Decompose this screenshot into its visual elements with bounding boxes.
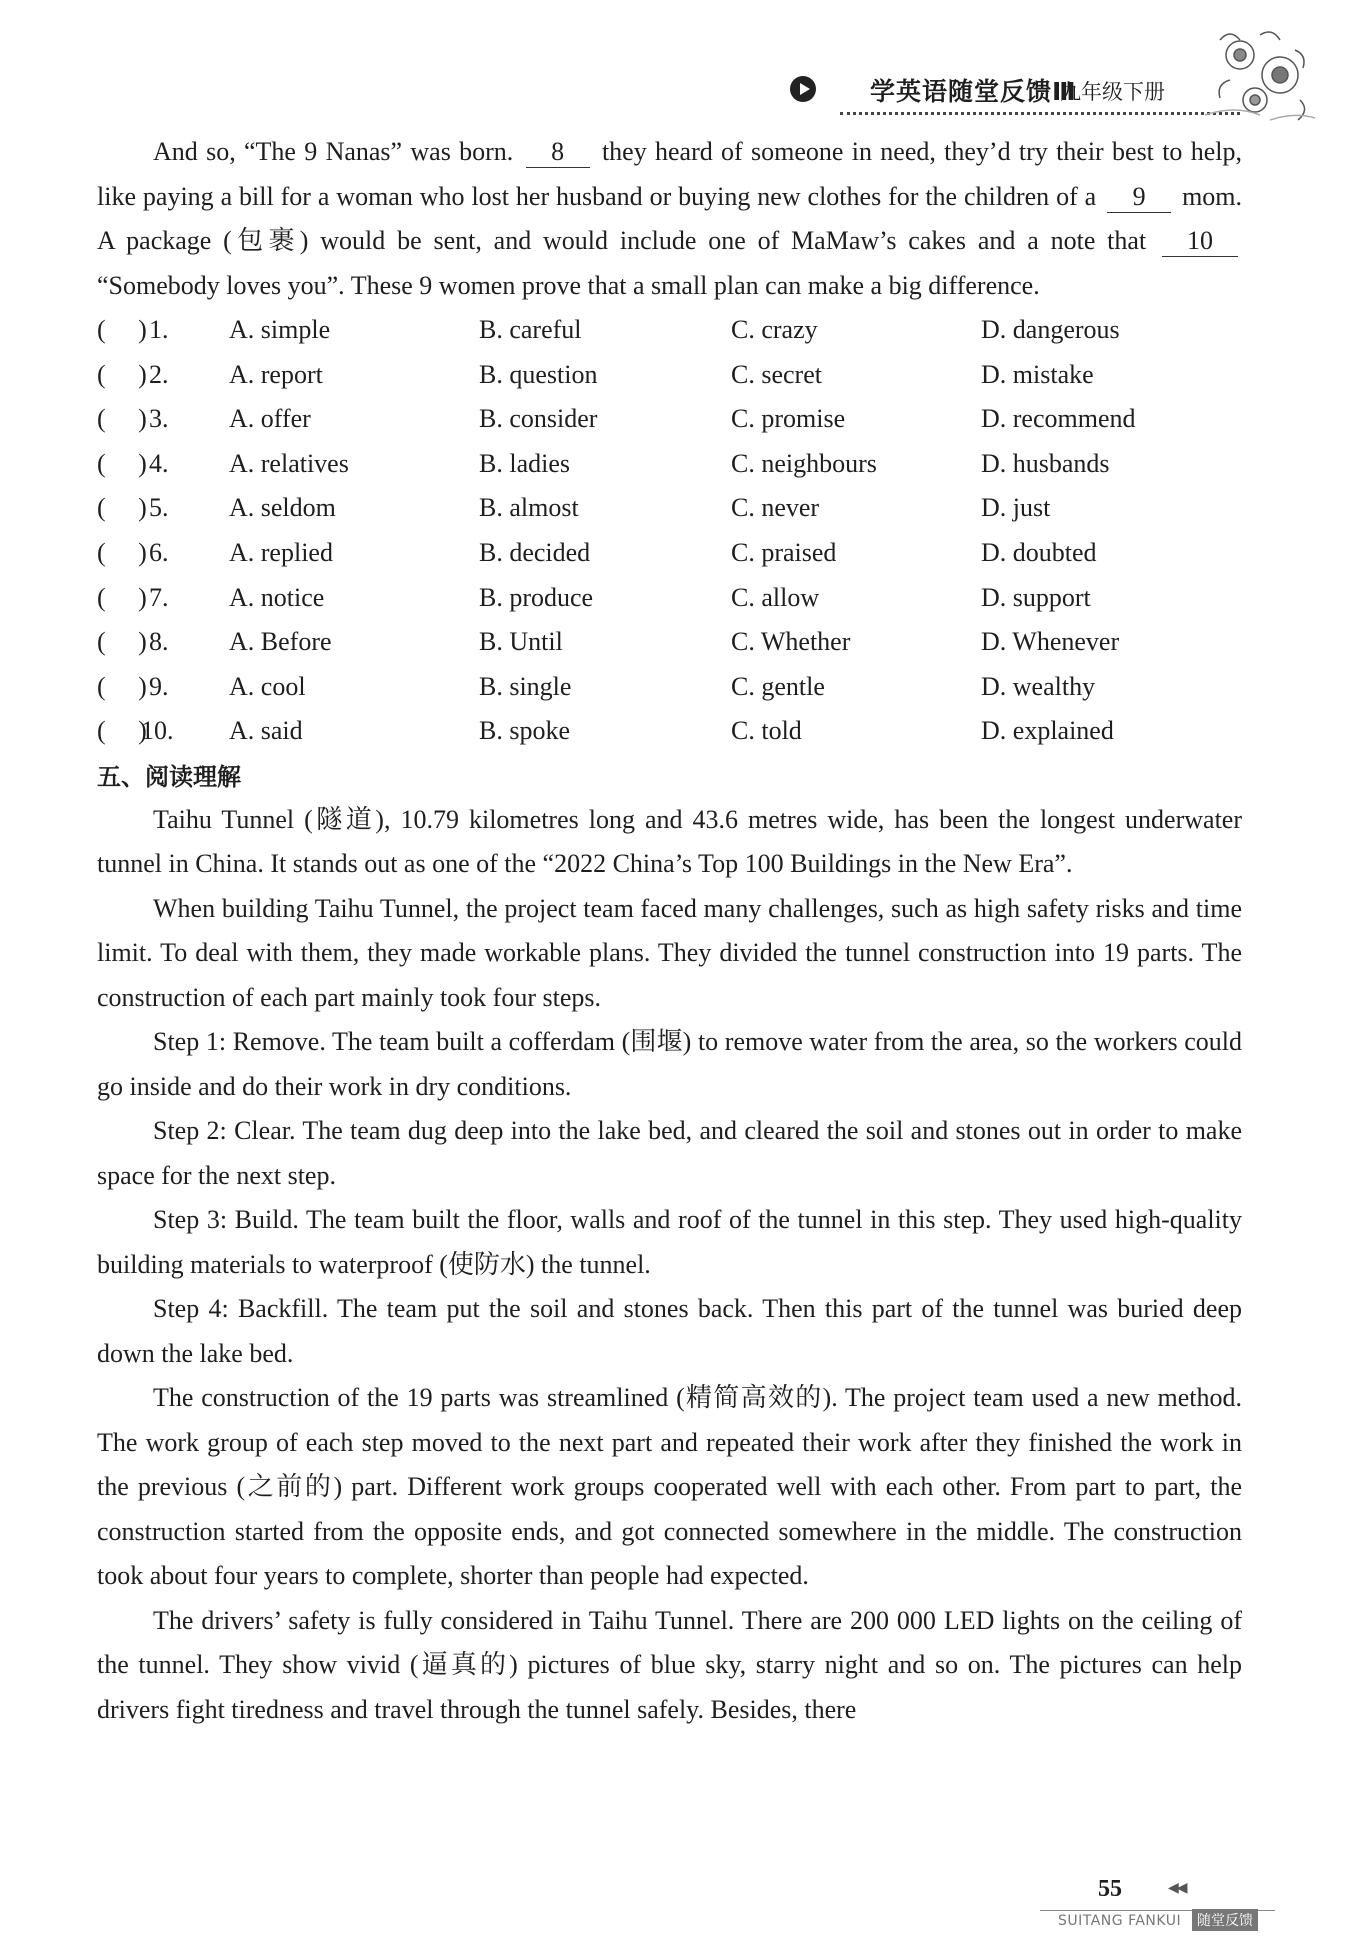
answer-bracket: ( ) [97,582,147,612]
reading-paragraph: When building Taihu Tunnel, the project team faced many challenges, such as high safety risks and time limit. To deal with them, they made workable plans. They divided the tunnel construction into 19 parts. The construction of each part mainly took four steps. [97,893,1242,1012]
option-a: A. notice [229,582,325,612]
option-c: C. allow [731,582,820,612]
option-a: A. said [229,716,303,746]
option-a: A. simple [229,315,331,344]
question-row [97,576,1242,621]
option-c: C. secret [731,359,822,389]
option-b: B. spoke [479,716,570,746]
option-b: B. single [479,671,572,701]
double-arrow-left-icon: ◀◀ [1168,1880,1186,1896]
answer-bracket: ( ) [97,716,147,746]
option-a: A. Before [229,627,332,657]
flower-decoration-icon [1200,20,1320,130]
option-d: D. support [981,582,1091,612]
question-number: 9. [149,671,169,701]
blank-9: 9 [1107,182,1171,213]
option-c: C. gentle [731,671,825,701]
question-row [97,531,1242,576]
option-b: B. careful [479,315,582,344]
option-b: B. question [479,359,598,389]
option-a: A. seldom [229,493,336,523]
answer-bracket: ( ) [97,493,147,523]
option-a: A. report [229,359,323,389]
question-number: 1. [149,315,169,344]
answer-bracket: ( ) [97,537,147,567]
page-content [97,130,1242,1732]
option-b: B. produce [479,582,594,612]
question-number: 8. [149,627,169,657]
reading-paragraph: Step 1: Remove. The team built a cofferdam (围堰) to remove water from the area, so the workers could go inside and do their work in dry conditions. [97,1027,1242,1101]
option-d: D. wealthy [981,671,1096,701]
question-row [97,709,1242,754]
section-title: 五、阅读理解 [97,762,241,791]
option-b: B. almost [479,493,579,523]
option-d: D. recommend [981,404,1136,434]
question-number: 10. [141,716,174,746]
option-b: B. consider [479,404,598,434]
option-c: C. Whether [731,627,851,657]
option-c: C. praised [731,537,837,567]
reading-paragraph: Taihu Tunnel (隧道), 10.79 kilometres long and 43.6 metres wide, has been the longest underwater tunnel in China. It stands out as one of the “2022 China’s Top 100 Buildings in the New Era”. [97,804,1242,879]
option-c: C. promise [731,404,846,434]
answer-bracket: ( ) [97,359,147,389]
question-number: 4. [149,448,169,478]
cloze-options [97,308,1242,754]
option-d: D. just [981,493,1051,523]
option-d: D. doubted [981,537,1097,567]
option-c: C. neighbours [731,448,877,478]
option-c: C. never [731,493,820,523]
question-row [97,308,1242,353]
answer-bracket: ( ) [97,315,147,344]
header-dotted-rule [840,112,1240,115]
passage-text: mom. A package (包裹) would be sent, and would include one of MaMaw’s cakes and a note that [97,181,1243,255]
option-c: C. crazy [731,315,818,344]
reading-paragraph: Step 3: Build. The team built the floor, walls and roof of the tunnel in this step. They used high-quality building materials to waterproof (使防水) the tunnel. [97,1205,1242,1279]
passage-ending [97,130,1242,308]
question-number: 7. [149,582,169,612]
option-b: B. Until [479,627,563,657]
passage-text: they heard of someone in need, they’d try their best to help, like paying a bill for a woman who lost her husband or buying new clothes for the children of a [97,137,1243,211]
passage-text: “Somebody loves you”. These 9 women prove that a small plan can make a big difference. [97,270,1040,300]
option-a: A. replied [229,537,333,567]
option-c: C. told [731,716,802,746]
option-d: D. mistake [981,359,1094,389]
book-title: 学英语随堂反馈Ⅲ [870,77,1077,106]
answer-bracket: ( ) [97,671,147,701]
reading-paragraph: Step 2: Clear. The team dug deep into the lake bed, and cleared the soil and stones out in order to make space for the next step. [97,1116,1242,1190]
reading-paragraph: The construction of the 19 parts was streamlined (精简高效的). The project team used a new method. The work group of each step moved to the next part and repeated their work after they finished the work in the previous (之前的) part. Different work groups cooperated well with each other. From part to part, the construction started from the opposite ends, and got connected somewhere in the middle. The construction took about four years to complete, shorter than people had expected. [97,1383,1242,1591]
option-d: D. husbands [981,448,1110,478]
blank-10: 10 [1162,226,1238,257]
blank-8: 8 [526,137,590,168]
question-number: 5. [149,493,169,523]
footer-label: SUITANG FANKUI [1058,1913,1182,1929]
question-row [97,665,1242,710]
answer-bracket: ( ) [97,404,147,434]
page-header [790,72,1260,122]
passage-text: And so, “The 9 Nanas” was born. [153,137,514,166]
page-number: 55 [1098,1876,1122,1902]
option-b: B. decided [479,537,591,567]
option-d: D. dangerous [981,315,1120,344]
reading-paragraph: The drivers’ safety is fully considered in Taihu Tunnel. There are 200 000 LED lights on the ceiling of the tunnel. They show vivid (逼真的) pictures of blue sky, starry night and so on. The pictures can help drivers fight tiredness and travel through the tunnel safely. Besides, there [97,1605,1242,1724]
answer-bracket: ( ) [97,627,147,657]
reading-paragraph: Step 4: Backfill. The team put the soil and stones back. Then this part of the tunnel was buried deep down the lake bed. [97,1294,1242,1368]
option-a: A. cool [229,671,306,701]
question-number: 2. [149,359,169,389]
answer-bracket: ( ) [97,448,147,478]
question-row [97,442,1242,487]
footer-tag: 随堂反馈 [1192,1909,1258,1931]
question-row [97,397,1242,442]
question-number: 3. [149,404,169,434]
question-row [97,486,1242,531]
play-icon [790,76,816,102]
option-d: D. explained [981,716,1114,746]
option-a: A. relatives [229,448,349,478]
book-subtitle: 九年级下册 [1060,80,1165,104]
question-row [97,620,1242,665]
question-row [97,353,1242,398]
question-number: 6. [149,537,169,567]
option-b: B. ladies [479,448,570,478]
option-a: A. offer [229,404,311,434]
option-d: D. Whenever [981,627,1120,657]
